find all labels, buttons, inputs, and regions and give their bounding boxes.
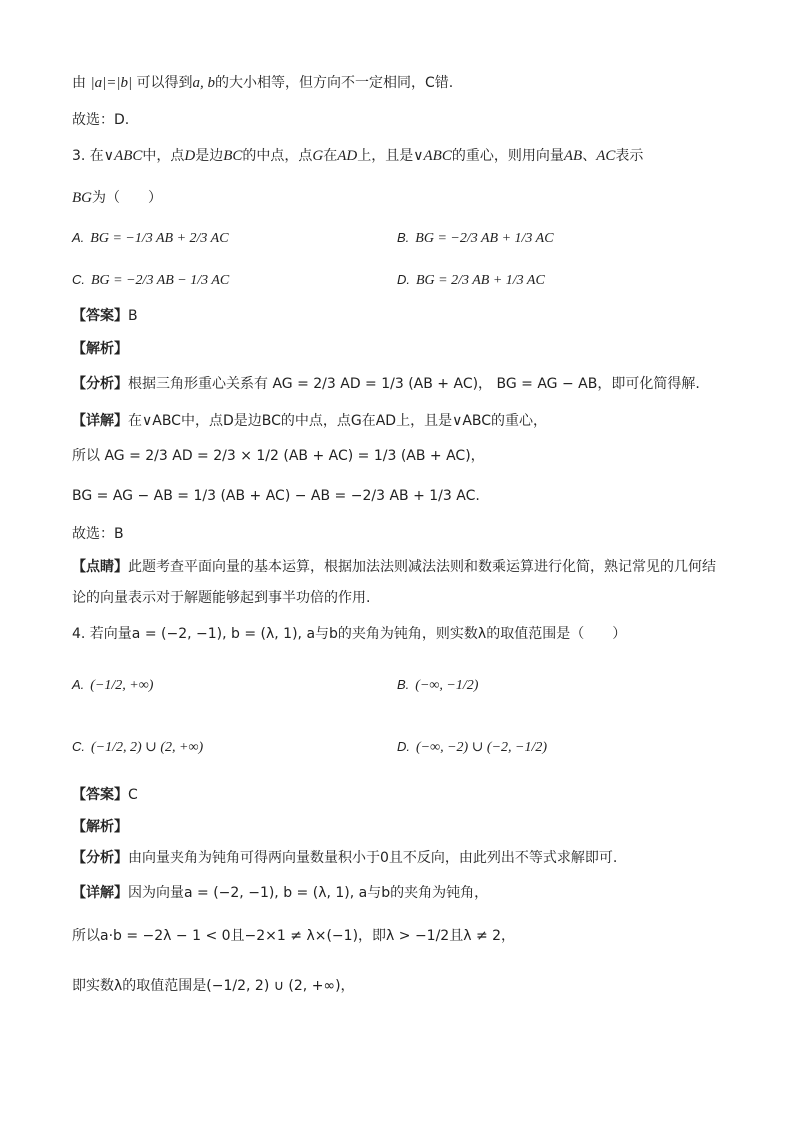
q4-analysis-tag: 【解析】 — [72, 819, 128, 835]
q4-fenxi-text: 由向量夹角为钝角可得两向量数量积小于0且不反向，由此列出不等式求解即可. — [128, 850, 618, 866]
q4-xiangjie-line1 — [72, 883, 488, 903]
q3-choose-line: 故选：B — [72, 526, 124, 542]
q3-xiangjie1-text: 在∨ABC中，点D是边BC的中点，点G在AD上，且是∨ABC的重心， — [128, 413, 548, 429]
q3-xiangjie-line1 — [72, 411, 547, 431]
q3-xiangjie-tag: 【详解】 — [72, 413, 128, 429]
q4-xiangjie-line3: 即实数λ的取值范围是(−1/2, 2) ∪ (2, +∞)， — [72, 978, 355, 994]
q3-stem-line1: 3. 在∨ABC中，点D是边BC的中点，点G在AD上，且是∨ABC的重心，则用向量AB、AC表示 — [72, 148, 644, 164]
q3-dianjing-line2: 论的向量表示对于解题能够起到事半功倍的作用. — [72, 590, 371, 606]
q3-fenxi-tag: 【分析】 — [72, 376, 128, 392]
q4-option-d[interactable]: D. (−∞, −2) ∪ (−2, −1/2) — [397, 739, 548, 755]
q4-option-a[interactable]: A. (−1/2, +∞) — [72, 677, 154, 693]
q4-option-b[interactable]: B. (−∞, −1/2) — [397, 677, 479, 693]
prev-conclusion-line: 由 |a|=|b| 可以得到a, b的大小相等，但方向不一定相同，C错. — [72, 75, 454, 91]
q4-stem: 4. 若向量a = (−2, −1), b = (λ, 1), a与b的夹角为钝角，则实数λ的取值范围是（ ） — [72, 626, 627, 642]
q4-option-c[interactable]: C. (−1/2, 2) ∪ (2, +∞) — [72, 739, 204, 755]
q3-xiangjie-line2: 所以 AG = 2/3 AD = 2/3 × 1/2 (AB + AC) = 1/3 (AB + AC)， — [72, 448, 485, 464]
q3-stem-line2: BG为（ ） — [72, 190, 162, 206]
q3-option-c-text: BG = −2/3 AB − 1/3 AC — [91, 273, 230, 288]
q3-option-a[interactable]: A. BG = −1/3 AB + 2/3 AC — [72, 230, 229, 246]
q3-fenxi-text: 根据三角形重心关系有 AG = 2/3 AD = 1/3 (AB + AC)， BG = AG − AB，即可化简得解. — [128, 376, 700, 392]
q3-option-b-text: BG = −2/3 AB + 1/3 AC — [415, 231, 554, 246]
q3-option-b[interactable]: B. BG = −2/3 AB + 1/3 AC — [397, 230, 554, 246]
q3-option-c[interactable]: C. BG = −2/3 AB − 1/3 AC — [72, 272, 230, 288]
q4-xiangjie-tag: 【详解】 — [72, 885, 128, 901]
q4-option-c-text: (−1/2, 2) ∪ (2, +∞) — [91, 740, 204, 755]
prev-choose-line: 故选：D. — [72, 112, 130, 128]
q4-fenxi-tag: 【分析】 — [72, 850, 128, 866]
q3-option-d[interactable]: D. BG = 2/3 AB + 1/3 AC — [397, 272, 545, 288]
q3-dianjing-tag: 【点睛】 — [72, 559, 128, 575]
q3-answer-value: B — [128, 308, 138, 324]
q3-answer-tag: 【答案】 — [72, 308, 128, 324]
q4-option-d-text: (−∞, −2) ∪ (−2, −1/2) — [416, 740, 548, 755]
q4-answer-value: C — [128, 787, 138, 803]
q3-xiangjie-line3: BG = AG − AB = 1/3 (AB + AC) − AB = −2/3 AB + 1/3 AC. — [72, 488, 480, 504]
q3-answer-line — [72, 306, 138, 326]
q3-analysis-tag: 【解析】 — [72, 341, 128, 357]
q4-xiangjie-line2: 所以a·b = −2λ − 1 < 0且−2×1 ≠ λ×(−1)，即λ > −1/2且λ ≠ 2， — [72, 928, 516, 944]
q4-fenxi-line — [72, 848, 617, 868]
q4-option-a-text: (−1/2, +∞) — [90, 678, 154, 693]
q3-option-d-text: BG = 2/3 AB + 1/3 AC — [416, 273, 545, 288]
q4-xiangjie1-text: 因为向量a = (−2, −1), b = (λ, 1), a与b的夹角为钝角， — [128, 885, 489, 901]
q4-option-b-text: (−∞, −1/2) — [415, 678, 479, 693]
q3-fenxi-line — [72, 374, 700, 394]
q3-dianjing-line1 — [72, 557, 716, 577]
q3-dianjing1-text: 此题考查平面向量的基本运算，根据加法法则减法法则和数乘运算进行化简，熟记常见的几何结 — [128, 559, 716, 575]
q4-answer-line — [72, 785, 138, 805]
q4-answer-tag: 【答案】 — [72, 787, 128, 803]
q3-option-a-text: BG = −1/3 AB + 2/3 AC — [90, 231, 229, 246]
